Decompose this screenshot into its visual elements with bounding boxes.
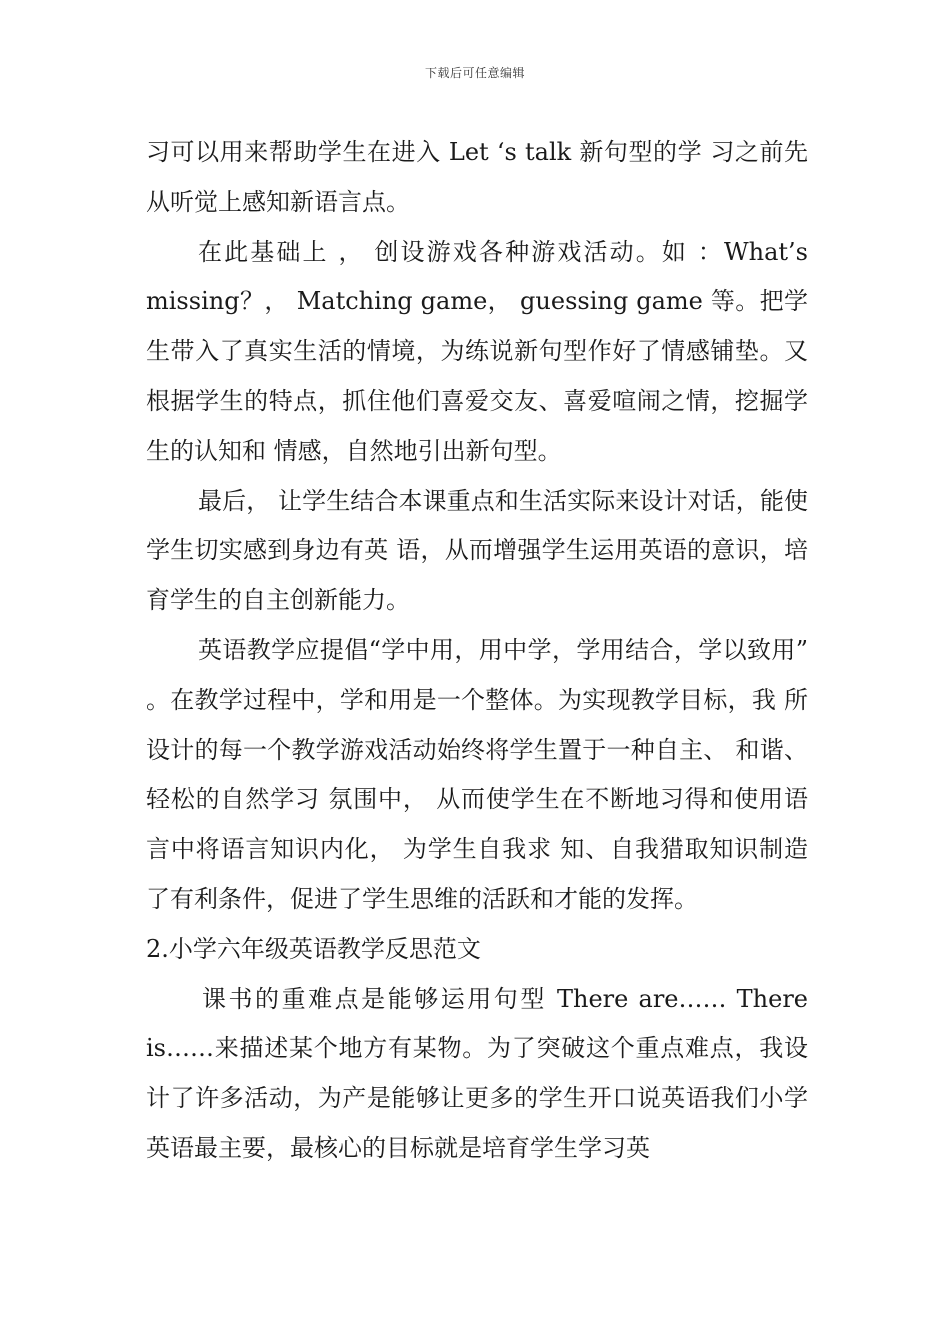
- paragraph-learning-by-using: 英语教学应提倡“学中用，用中学，学用结合，学以致用” 。在教学过程中，学和用是一个整体。为实现教学目标，我 所设计的每一个教学游戏活动始终将学生置于一种自主、 和谐、 轻松的自然学习 氛围中， 从而使学生在不断地习得和使用语言中将语言知识内化， 为学生自我求 知、自我猎取知识制造了有利条件，促进了学生思维的活跃和才能的发挥。: [146, 635, 808, 913]
- section-heading: 2.小学六年级英语教学反思范文: [146, 934, 481, 963]
- document-body: [146, 128, 808, 1174]
- paragraph-grade6-reflection: 课书的重难点是能够运用句型 There are…… There is……来描述某个地方有某物。为了突破这个重点难点，我设计了许多活动，为产是能够让更多的学生开口说英语我们小学英语最主要，最核心的目标就是培育学生学习英: [146, 984, 808, 1162]
- paragraph-dialogue: 最后， 让学生结合本课重点和生活实际来设计对话，能使学生切实感到身边有英 语，从而增强学生运用英语的意识，培育学生的自主创新能力。: [146, 486, 808, 615]
- paragraph-games: 在此基础上 ， 创设游戏各种游戏活动。如 ：What’s missing？， Matching game， guessing game 等。把学生带入了真实生活的情境，为练说新句型作好了情感铺垫。又根据学生的特点，抓住他们喜爱交友、喜爱喧闹之情，挖掘学生的认知和 情感，自然地引出新句型。: [146, 237, 808, 465]
- paragraph-continuation: 习可以用来帮助学生在进入 Let ‘s talk 新句型的学 习之前先从听觉上感知新语言点。: [146, 138, 808, 216]
- page-header: 下载后可任意编辑: [424, 66, 525, 80]
